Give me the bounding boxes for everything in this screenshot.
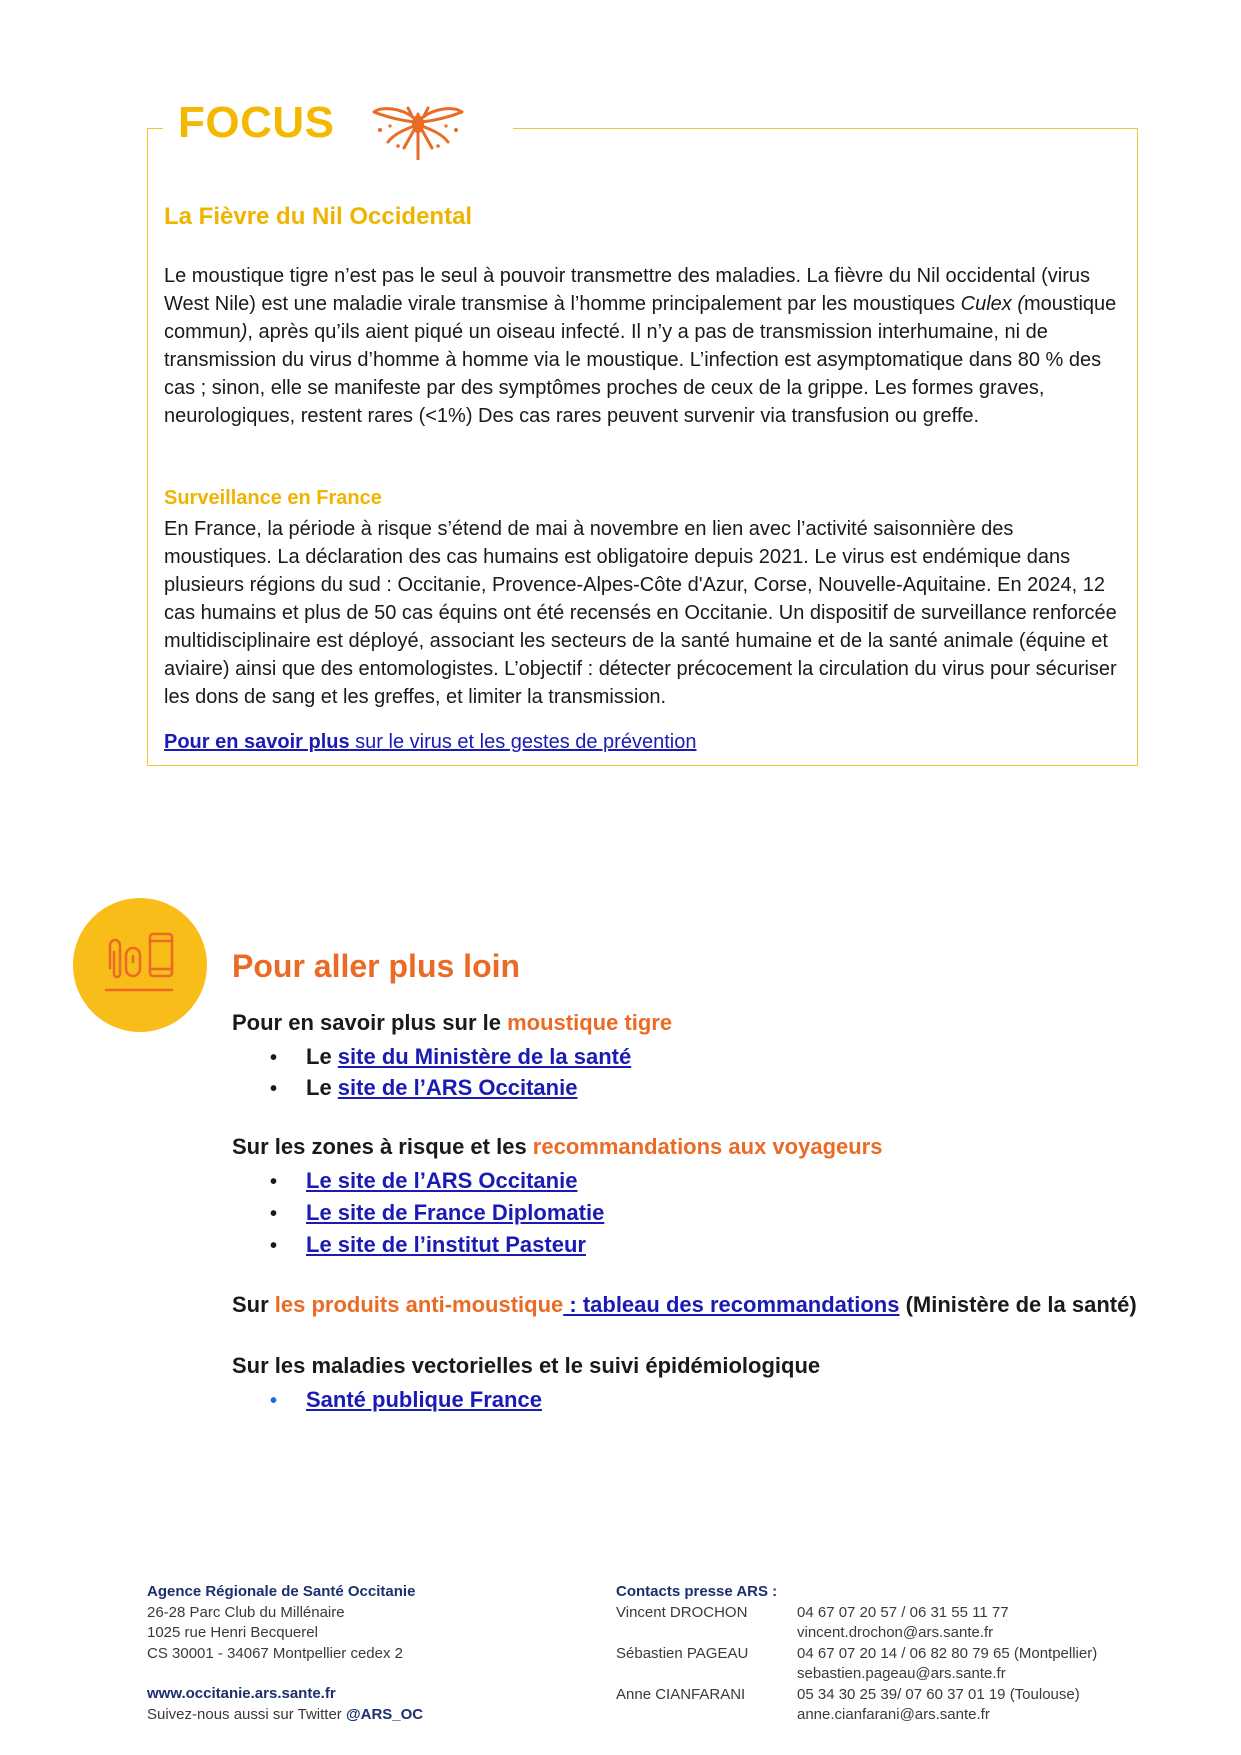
footer-contacts-names <box>616 1582 777 1705</box>
footer-contacts-details <box>797 1603 1097 1726</box>
twitter-line: Suivez-nous aussi sur Twitter @ARS_OC <box>147 1705 424 1723</box>
contact-name: Anne CIANFARANI <box>616 1685 746 1703</box>
contact-phone: 04 67 07 20 57 / 06 31 55 11 77 <box>797 1603 1009 1621</box>
focus-more-link[interactable] <box>164 731 696 754</box>
footer-agency <box>147 1582 423 1725</box>
agency-name: Agence Régionale de Santé Occitanie <box>147 1583 416 1600</box>
contact-email[interactable]: anne.cianfarani@ars.sante.fr <box>797 1706 990 1723</box>
contact-name: Sébastien PAGEAU <box>616 1644 749 1662</box>
contacts-title: Contacts presse ARS : <box>616 1583 778 1600</box>
block1-heading: Pour en savoir plus sur le moustique tigre <box>232 1010 673 1035</box>
address-line: CS 30001 - 34067 Montpellier cedex 2 <box>147 1644 403 1662</box>
list-item: • Le site de l’ARS Occitanie <box>270 1168 578 1193</box>
block3-line: Sur les produits anti-moustique : tableau des recommandations (Ministère de la santé) <box>232 1292 1137 1317</box>
list-item: • Le site de l’institut Pasteur <box>270 1232 586 1257</box>
focus-more-link-bold[interactable]: Pour en savoir plus <box>164 731 350 753</box>
focus-more-link-rest[interactable]: sur le virus et les gestes de prévention <box>349 731 697 753</box>
link-ars-occitanie[interactable]: site de l’ARS Occitanie <box>337 1075 578 1100</box>
paragraph-surveillance: En France, la période à risque s’étend de mai à novembre en lien avec l’activité saisonnière des moustiques. La déclaration des cas humains est obligatoire depuis 2021. Le virus est endémique dans plusieurs régions du sud : Occitanie, Provence-Alpes-Côte d'Azur, Corse, Nouvelle-Aquitaine. En 2024, 12 cas humains et plus de 50 cas équins ont été recensés en Occitanie. Un dispositif de surveillance renforcée multidisciplinaire est déployé, associant les secteurs de la santé humaine et de la santé animale (équine et aviaire) ainsi que des entomologistes. L’objectif : détecter précocement la circulation du virus pour sécuriser les dons de sang et les greffes, et limiter la transmission. <box>164 518 1117 708</box>
contact-phone: 05 34 30 25 39/ 07 60 37 01 19 (Toulouse) <box>797 1685 1080 1703</box>
block2-heading: Sur les zones à risque et les recommandations aux voyageurs <box>232 1134 883 1159</box>
contact-phone: 04 67 07 20 14 / 06 82 80 79 65 (Montpellier) <box>797 1644 1098 1662</box>
link-ministere-sante[interactable]: site du Ministère de la santé <box>337 1044 632 1069</box>
surveillance-title: Surveillance en France <box>164 487 382 509</box>
address-line: 1025 rue Henri Becquerel <box>147 1624 318 1641</box>
section-title: La Fièvre du Nil Occidental <box>164 203 473 230</box>
contact-name: Vincent DROCHON <box>616 1603 748 1621</box>
link-sante-publique-france[interactable]: Santé publique France <box>306 1387 542 1412</box>
mosquito-icon <box>368 104 468 160</box>
link-france-diplomatie[interactable]: Le site de France Diplomatie <box>306 1200 605 1225</box>
list-item: • Le site de France Diplomatie <box>270 1200 605 1225</box>
list-item: • Le site de l’ARS Occitanie <box>270 1075 578 1100</box>
link-institut-pasteur[interactable]: Le site de l’institut Pasteur <box>306 1232 586 1257</box>
link-tableau-recommandations[interactable]: : tableau des recommandations <box>563 1292 900 1317</box>
block4-heading: Sur les maladies vectorielles et le suivi épidémiologique <box>232 1353 821 1378</box>
website-link[interactable]: www.occitanie.ars.sante.fr <box>147 1685 336 1702</box>
list-item: • Santé publique France <box>270 1387 542 1412</box>
link-ars-occitanie-zones[interactable]: Le site de l’ARS Occitanie <box>306 1168 578 1193</box>
paperclip-phone-icon <box>104 928 180 998</box>
list-item: • Le site du Ministère de la santé <box>270 1044 632 1069</box>
further-title: Pour aller plus loin <box>232 948 521 984</box>
contact-email[interactable]: vincent.drochon@ars.sante.fr <box>797 1624 994 1641</box>
address-line: 26-28 Parc Club du Millénaire <box>147 1603 345 1621</box>
paragraph-west-nile: Le moustique tigre n’est pas le seul à pouvoir transmettre des maladies. La fièvre du Nil occidental (virus West Nile) est une maladie virale transmise à l’homme principalement par les moustiques Culex (moustique commun), après qu’ils aient piqué un oiseau infecté. Il n’y a pas de transmission interhumaine, ni de transmission du virus d’homme à homme via le moustique. L’infection est asymptomatique dans 80 % des cas ; sinon, elle se manifeste par des symptômes proches de ceux de la grippe. Les formes graves, neurologiques, restent rares (<1%) Des cas rares peuvent survenir via transfusion ou greffe. <box>164 265 1117 427</box>
focus-title: FOCUS <box>178 98 335 147</box>
twitter-handle[interactable]: @ARS_OC <box>345 1705 424 1723</box>
contact-email[interactable]: sebastien.pageau@ars.sante.fr <box>797 1665 1006 1682</box>
